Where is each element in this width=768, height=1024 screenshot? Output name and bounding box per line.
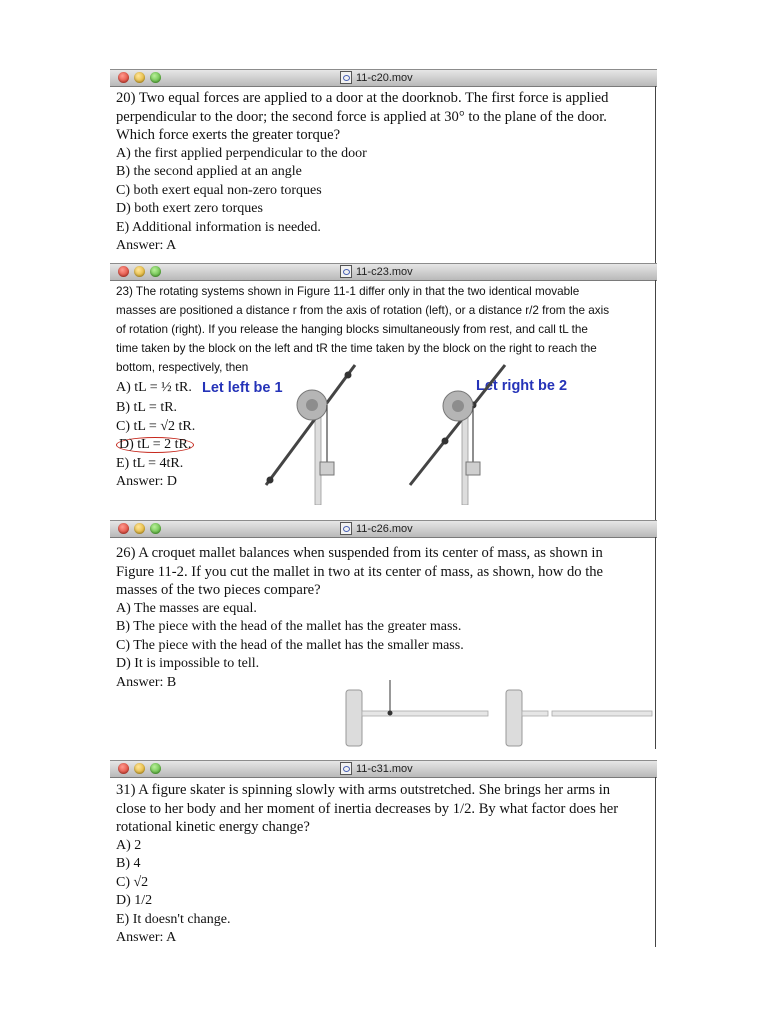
rotating-system-right <box>410 365 505 505</box>
question-content <box>110 538 657 692</box>
zoom-button[interactable] <box>150 523 161 534</box>
panel-divider <box>655 86 656 272</box>
choice-b: B) the second applied at an angle <box>116 164 302 179</box>
question-content <box>110 87 657 256</box>
answer: Answer: A <box>116 930 177 945</box>
window-controls <box>118 763 161 774</box>
question-line: bottom, respectively, then <box>116 361 249 374</box>
movie-file-icon <box>340 522 352 535</box>
window-title <box>340 762 413 775</box>
question-line: close to her body and her moment of inertia decreases by 1/2. By what factor does her <box>116 800 619 817</box>
window-title <box>340 265 413 278</box>
window-titlebar <box>110 263 657 281</box>
question-panel-31 <box>110 760 657 948</box>
annotation-right: Let right be 2 <box>476 378 568 394</box>
question-line: masses of the two pieces compare? <box>116 582 321 598</box>
choice-a: A) 2 <box>116 837 142 853</box>
choice-e: E) tL = 4tR. <box>116 455 184 471</box>
answer: Answer: A <box>116 238 177 253</box>
movie-file-icon <box>340 762 352 775</box>
question-panel-23 <box>110 263 657 492</box>
choice-a: A) The masses are equal. <box>116 600 257 616</box>
choice-b: B) tL = tR. <box>116 400 178 415</box>
figure-rotating-systems <box>260 363 520 505</box>
question-line: 31) A figure skater is spinning slowly with arms outstretched. She brings her arms in <box>116 782 611 798</box>
close-button[interactable] <box>118 763 129 774</box>
panel-divider <box>655 777 656 947</box>
choice-c: C) √2 <box>116 874 149 890</box>
choice-c: C) both exert equal non-zero torques <box>116 182 322 198</box>
zoom-button[interactable] <box>150 72 161 83</box>
question-line: masses are positioned a distance r from the axis of rotation (left), or a distance r/2 from the axis <box>116 304 610 317</box>
question-line: time taken by the block on the left and tR the time taken by the block on the right to reach the <box>116 342 597 355</box>
minimize-button[interactable] <box>134 763 145 774</box>
question-panel-20 <box>110 69 657 256</box>
choice-a: A) tL = ½ tR. <box>116 380 192 395</box>
minimize-button[interactable] <box>134 523 145 534</box>
choice-d: D) 1/2 <box>116 893 153 908</box>
panel-divider <box>655 537 656 749</box>
choice-c: C) The piece with the head of the mallet has the smaller mass. <box>116 637 464 653</box>
choice-a: A) the first applied perpendicular to the door <box>116 145 367 161</box>
window-title-text: 11-c20.mov <box>356 71 413 84</box>
close-button[interactable] <box>118 523 129 534</box>
question-line: of rotation (right). If you release the hanging blocks simultaneously from rest, and call tL the <box>116 323 588 336</box>
movie-file-icon <box>340 71 352 84</box>
window-titlebar <box>110 520 657 538</box>
choice-b: B) The piece with the head of the mallet has the greater mass. <box>116 619 462 634</box>
choice-e: E) Additional information is needed. <box>116 219 321 235</box>
figure-croquet-mallet <box>342 680 654 748</box>
annotation-left: Let left be 1 <box>202 380 283 396</box>
zoom-button[interactable] <box>150 266 161 277</box>
window-titlebar <box>110 760 657 778</box>
movie-file-icon <box>340 265 352 278</box>
window-title-text: 11-c31.mov <box>356 762 413 775</box>
minimize-button[interactable] <box>134 266 145 277</box>
window-title <box>340 71 413 84</box>
choice-c: C) tL = √2 tR. <box>116 418 196 434</box>
question-line: 26) A croquet mallet balances when suspended from its center of mass, as shown in <box>116 545 603 561</box>
zoom-button[interactable] <box>150 763 161 774</box>
window-titlebar <box>110 69 657 87</box>
window-title-text: 11-c23.mov <box>356 265 413 278</box>
question-content <box>110 778 657 948</box>
choice-e: E) It doesn't change. <box>116 911 231 927</box>
panel-divider <box>655 280 656 520</box>
answer: Answer: D <box>116 474 178 489</box>
mallet-balanced <box>346 680 488 746</box>
answer: Answer: B <box>116 674 177 690</box>
close-button[interactable] <box>118 266 129 277</box>
question-line: perpendicular to the door; the second force is applied at 30° to the plane of the door. <box>116 108 607 125</box>
choice-b: B) 4 <box>116 856 141 871</box>
window-controls <box>118 266 161 277</box>
choice-d: D) both exert zero torques <box>116 201 263 216</box>
rotating-system-left <box>266 365 355 505</box>
question-line: rotational kinetic energy change? <box>116 819 310 835</box>
question-line: Figure 11-2. If you cut the mallet in two at its center of mass, as shown, how do the <box>116 563 604 580</box>
window-title <box>340 522 413 535</box>
question-line: 23) The rotating systems shown in Figure 11-1 differ only in that the two identical movable <box>116 285 580 298</box>
selected-answer-circle <box>116 437 194 453</box>
close-button[interactable] <box>118 72 129 83</box>
minimize-button[interactable] <box>134 72 145 83</box>
window-title-text: 11-c26.mov <box>356 522 413 535</box>
window-controls <box>118 72 161 83</box>
question-panel-26 <box>110 520 657 692</box>
window-controls <box>118 523 161 534</box>
mallet-cut-pieces <box>506 690 652 746</box>
question-line: 20) Two equal forces are applied to a door at the doorknob. The first force is applied <box>116 90 609 106</box>
choice-d-text: D) tL = 2 tR. <box>119 437 192 452</box>
question-line: Which force exerts the greater torque? <box>116 127 341 143</box>
choice-d: D) It is impossible to tell. <box>116 656 260 671</box>
